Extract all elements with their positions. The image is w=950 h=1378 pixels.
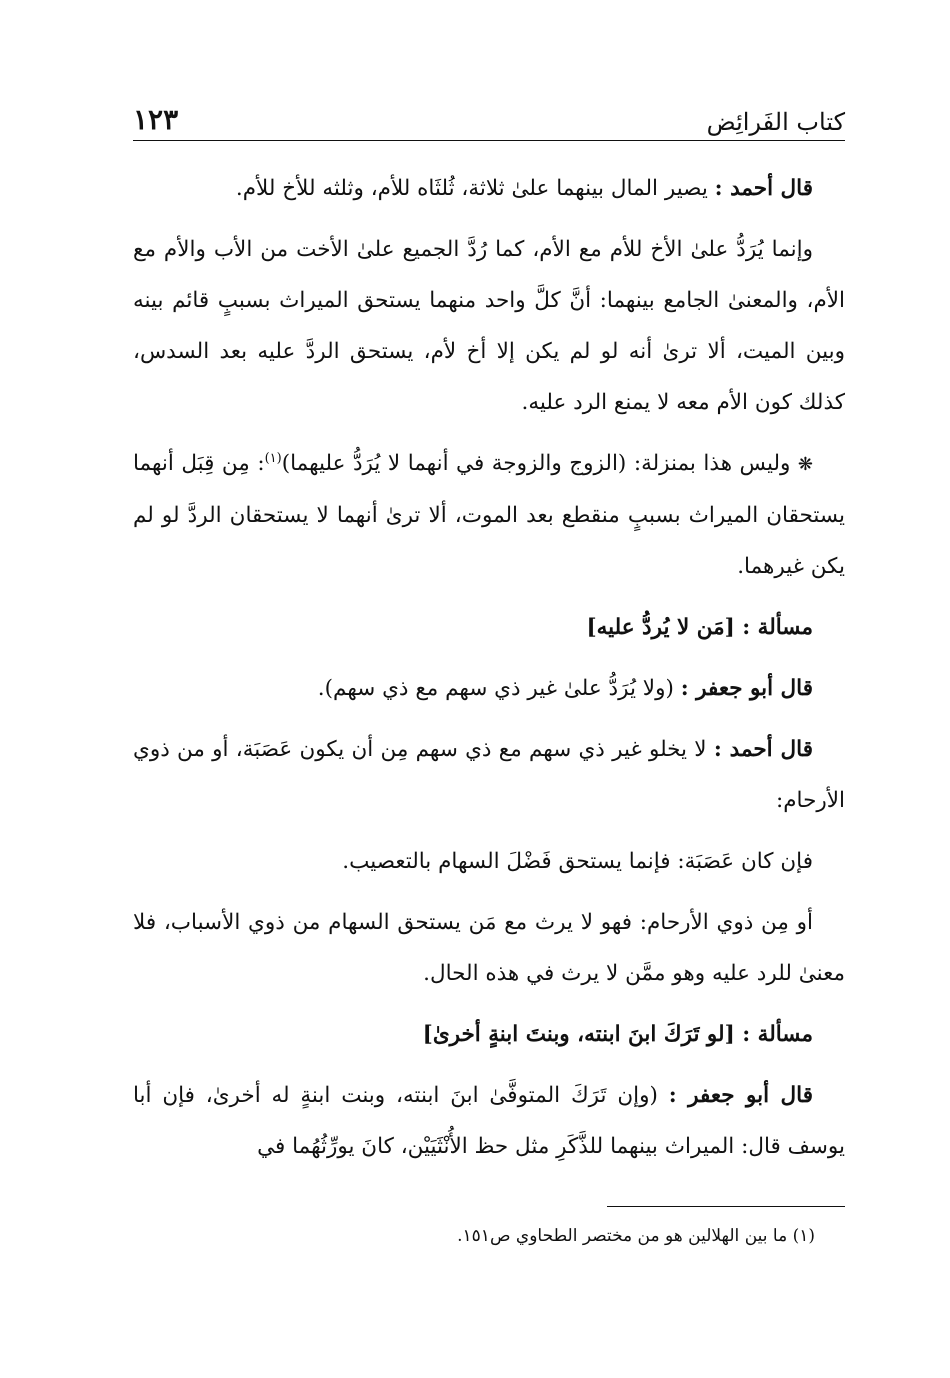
paragraph-text: وإنما يُرَدُّ علىٰ الأخ للأم مع الأم، كما رُدَّ الجميع علىٰ الأخت من الأب والأم مع الأم، والمعنىٰ الجامع بينهما: أنَّ كلَّ واحد منهما يستحق الميراث بسببٍ قائم بينه وبين الميت، ألا ترىٰ أنه لو لم يكن إلا أخ لأم، يستحق الردَّ عليه بعد السدس، كذلك كون الأم معه لا يمنع الرد عليه. bbox=[133, 237, 845, 415]
paragraph-6 bbox=[133, 724, 845, 826]
issue-label: مسألة : bbox=[742, 1022, 813, 1047]
paragraph-text: أو مِن ذوي الأرحام: فهو لا يرث مع مَن يستحق السهام من ذوي الأسباب، فلا معنىٰ للرد عليه وهو ممَّن لا يرث في هذه الحال. bbox=[133, 910, 845, 986]
footnote: (١) ما بين الهلالين هو من مختصر الطحاوي ص١٥١. bbox=[457, 1226, 815, 1246]
paragraph-text: : مِن قِبَل أنهما يستحقان الميراث بسببٍ منقطع بعد الموت، ألا ترىٰ أنهما لا يستحقان الردَّ لو لم يكن غيرهما. bbox=[133, 451, 845, 579]
speaker-label: قال أحمد : bbox=[713, 737, 813, 762]
paragraph-text: (ولا يُرَدُّ علىٰ غير ذي سهم مع ذي سهم). bbox=[317, 676, 681, 701]
paragraph-1 bbox=[133, 163, 845, 214]
issue-title: [لو تَرَكَ ابنَ ابنته، وبنتَ ابنةٍ أخرىٰ] bbox=[422, 1022, 743, 1047]
paragraph-2 bbox=[133, 224, 845, 428]
paragraph-text: يصير المال بينهما علىٰ ثلاثة، ثُلثَاه للأم، وثلثه للأخ للأم. bbox=[235, 176, 715, 201]
page-body bbox=[133, 163, 845, 1172]
star-ornament-icon: ❋ bbox=[797, 454, 813, 475]
paragraph-text: (وإن تَرَكَ المتوفَّىٰ ابنَ ابنته، وبنت ابنةٍ له أخرىٰ، فإن أبا يوسف قال: الميراث بينهما للذَّكَرِ مثل حظ الأُنْثَيَيْن، كانَ يورِّثُهُما في bbox=[133, 1083, 845, 1159]
paragraph-7 bbox=[133, 836, 845, 887]
speaker-label: قال أبو جعفر : bbox=[680, 676, 813, 701]
paragraph-10 bbox=[133, 1070, 845, 1172]
paragraph-5 bbox=[133, 663, 845, 714]
running-title: كتاب الفَرائِض bbox=[706, 108, 845, 136]
issue-heading-1 bbox=[133, 602, 845, 653]
paragraph-8 bbox=[133, 897, 845, 999]
paragraph-text: وليس هذا بمنزلة: (الزوج والزوجة في أنهما لا يُرَدُّ عليهما) bbox=[281, 451, 798, 476]
issue-label: مسألة : bbox=[742, 615, 813, 640]
paragraph-text: لا يخلو غير ذي سهم مع ذي سهم مِن أن يكون عَصَبَة، أو من ذوي الأرحام: bbox=[133, 737, 845, 813]
book-page bbox=[133, 88, 845, 1251]
page-header bbox=[133, 88, 845, 141]
speaker-label: قال أبو جعفر : bbox=[668, 1083, 814, 1108]
paragraph-text: فإن كان عَصَبَة: فإنما يستحق فَضْلَ السهام بالتعصيب. bbox=[342, 849, 813, 874]
issue-title: [مَن لا يُردُّ عليه] bbox=[586, 615, 743, 640]
issue-heading-2 bbox=[133, 1009, 845, 1060]
footnote-divider bbox=[607, 1206, 845, 1207]
paragraph-3 bbox=[133, 438, 845, 592]
footnote-reference[interactable]: (١) bbox=[264, 450, 282, 466]
speaker-label: قال أحمد : bbox=[714, 176, 813, 201]
page-number: ١٢٣ bbox=[133, 103, 179, 136]
